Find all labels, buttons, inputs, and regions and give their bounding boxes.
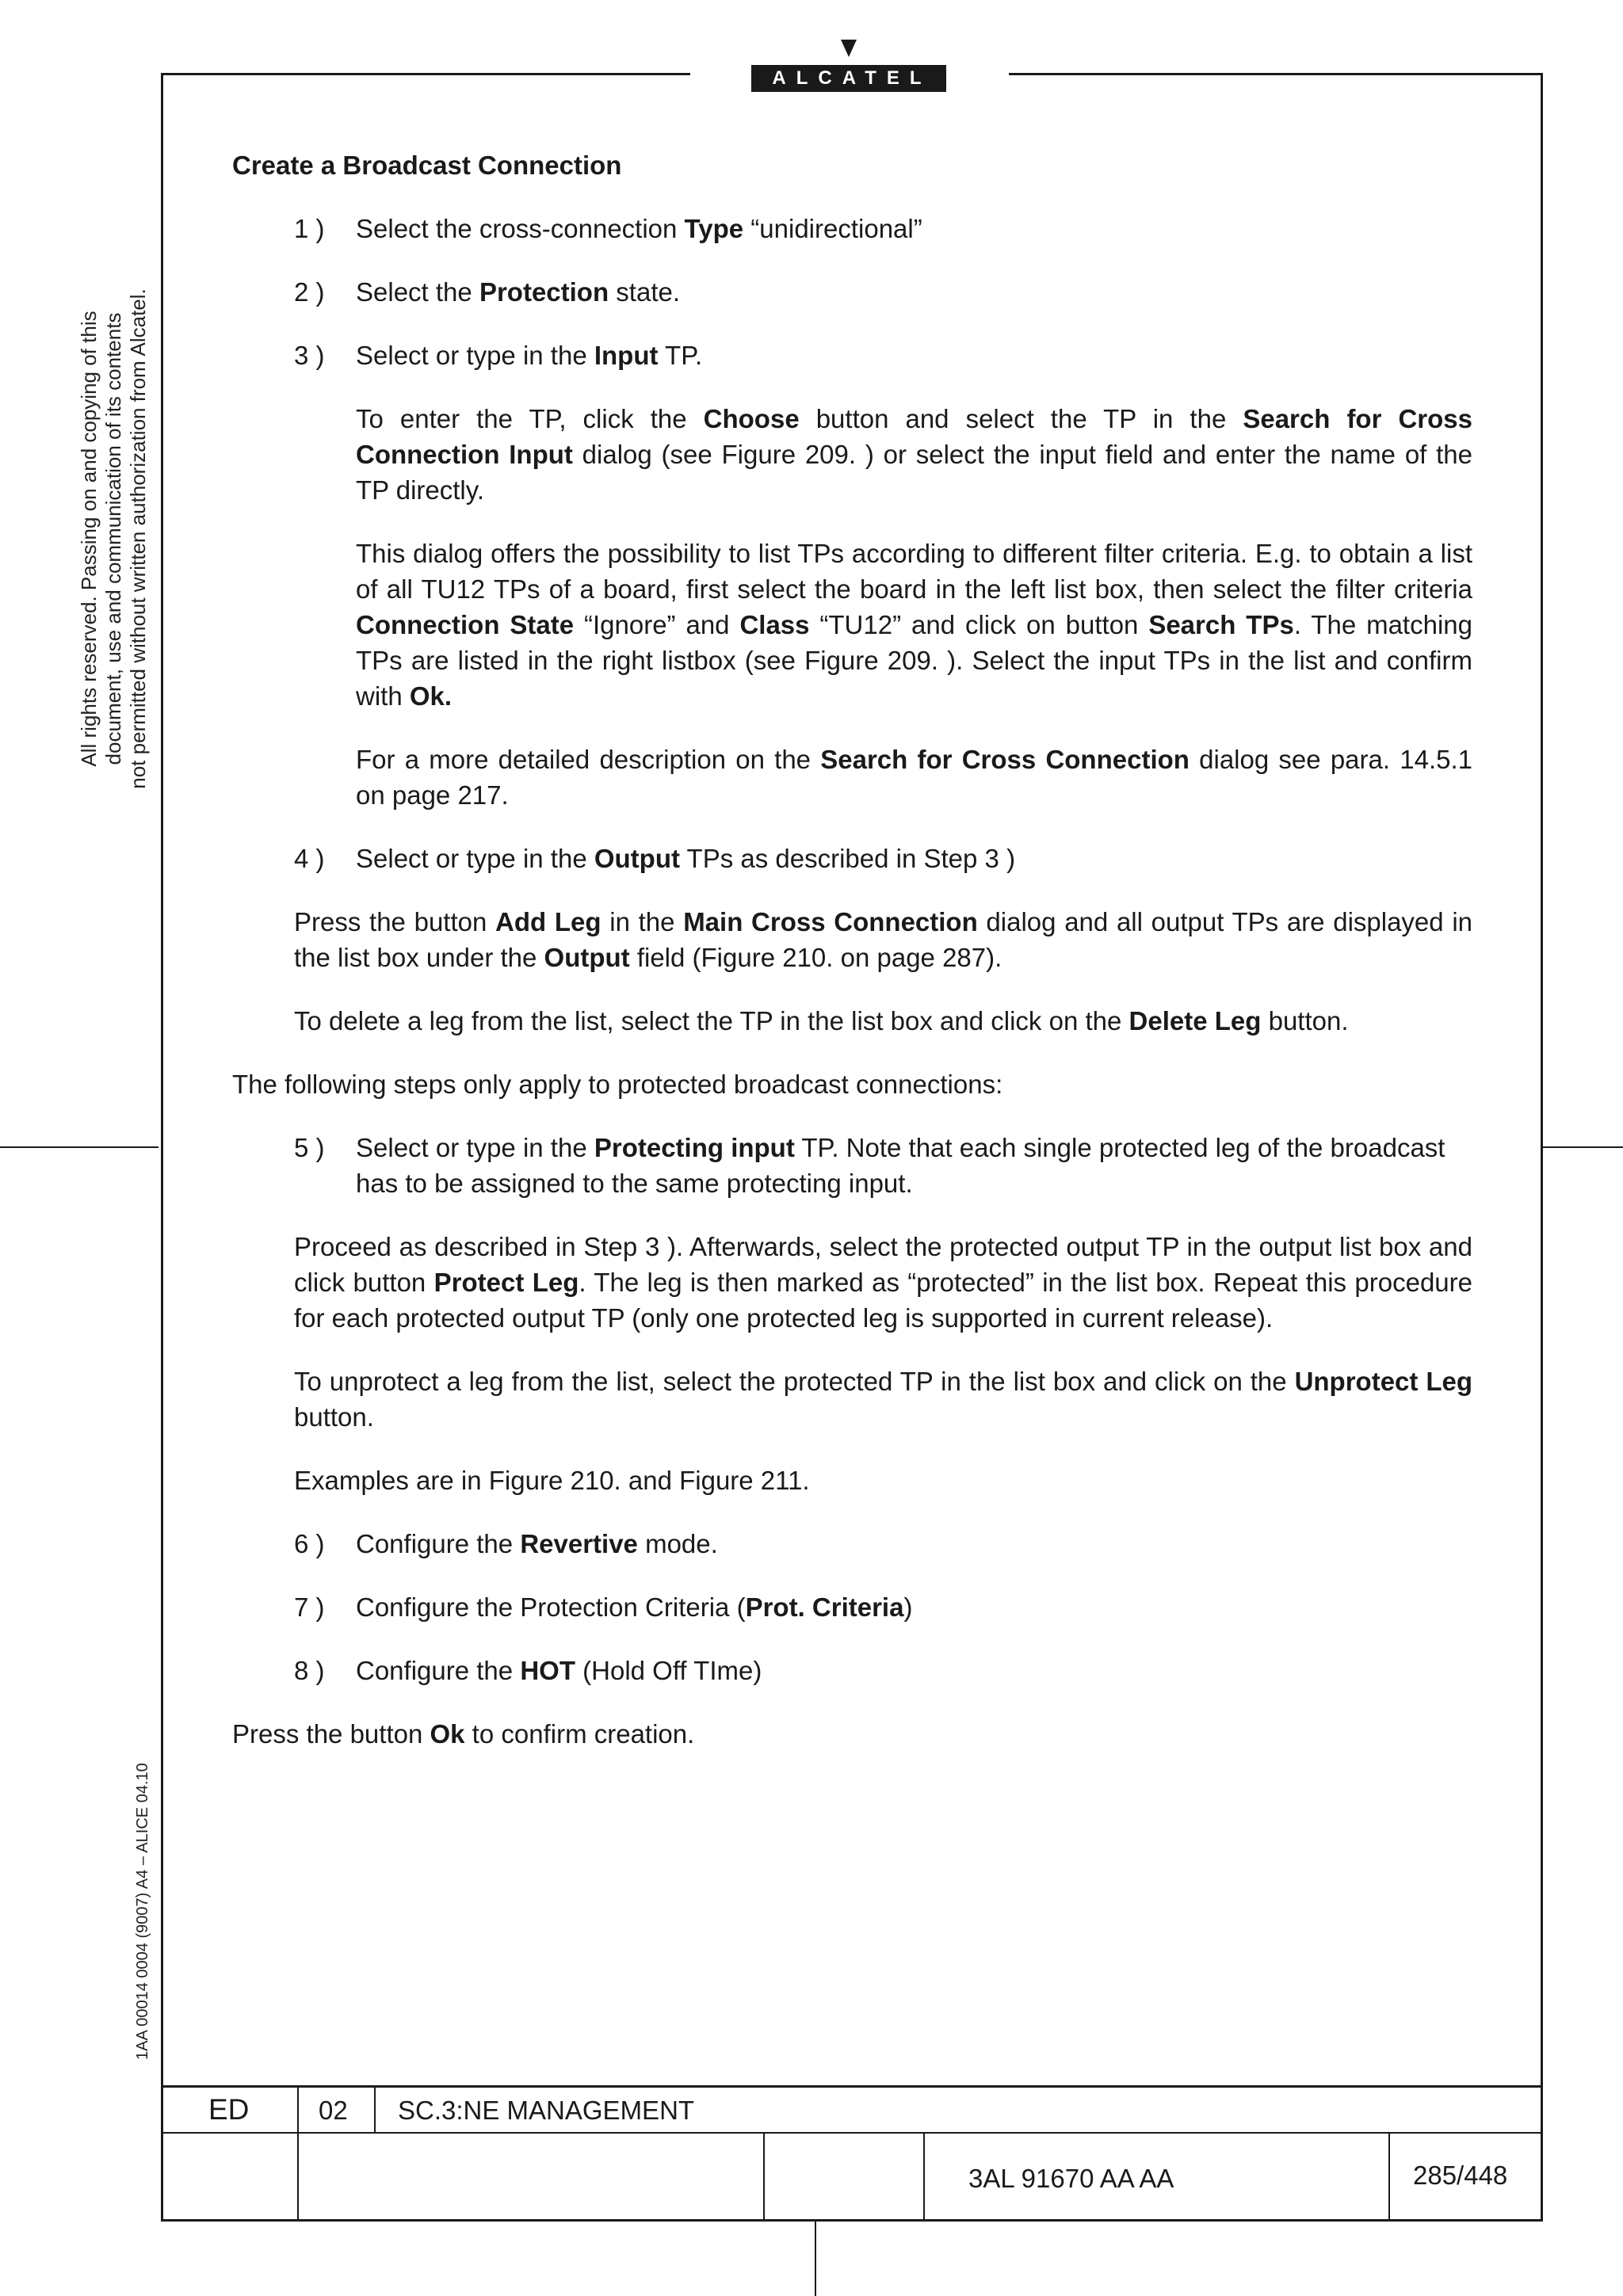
- unprotect-leg-paragraph: To unprotect a leg from the list, select the protected TP in the list box and click on the Unprotect Leg button.: [294, 1367, 1472, 1432]
- step-8: 8 ) Configure the HOT (Hold Off TIme): [232, 1653, 1472, 1688]
- alcatel-logo: [751, 40, 946, 95]
- footer-bottom-line: [161, 2219, 1543, 2222]
- step-number: 7 ): [294, 1592, 325, 1622]
- frame-top-right: [1009, 73, 1542, 75]
- footer-doc-code: 3AL 91670 AA AA: [968, 2164, 1174, 2193]
- step-6: 6 ) Configure the Revertive mode.: [232, 1526, 1472, 1562]
- final-instruction: Press the button Ok to confirm creation.: [232, 1719, 695, 1749]
- footer-divider: [923, 2132, 925, 2221]
- footer-divider: [374, 2085, 376, 2133]
- add-leg-paragraph: Press the button Add Leg in the Main Cross Connection dialog and all output TPs are displayed in the list box under the Output field (Figure 210. on page 287).: [294, 907, 1473, 972]
- footer-mid-line: [161, 2132, 1543, 2134]
- step-5: 5 ) Select or type in the Protecting input TP. Note that each single protected leg of the broadcast has to be assigned to the same protecting input.: [232, 1130, 1472, 1201]
- step-1: 1 ) Select the cross-connection Type “unidirectional”: [232, 211, 1472, 246]
- step-number: 6 ): [294, 1529, 325, 1558]
- rights-line: not permitted without written authorization from Alcatel.: [126, 288, 150, 789]
- step-number: 2 ): [294, 277, 325, 307]
- footer-divider: [763, 2132, 765, 2221]
- step-3-choose-paragraph: To enter the TP, click the Choose button and select the TP in the Search for Cross Connection Input dialog (see Figure 209. ) or select the input field and enter the name of the TP directly.: [356, 404, 1472, 505]
- footer-section: SC.3:NE MANAGEMENT: [398, 2096, 695, 2125]
- document-body: [232, 147, 1472, 1779]
- logo-text: ALCATEL: [751, 65, 946, 92]
- protected-intro: The following steps only apply to protected broadcast connections:: [232, 1070, 1003, 1099]
- rights-line: document, use and communication of its contents: [101, 312, 125, 765]
- step-number: 4 ): [294, 844, 325, 873]
- footer-ed-label: ED: [208, 2093, 250, 2126]
- examples-paragraph: Examples are in Figure 210. and Figure 211.: [294, 1466, 810, 1495]
- fold-mark-right: [1543, 1146, 1623, 1148]
- step-number: 5 ): [294, 1133, 325, 1162]
- footer-top-line: [161, 2085, 1543, 2088]
- step-2: 2 ) Select the Protection state.: [232, 274, 1472, 310]
- fold-mark-left: [0, 1146, 158, 1148]
- footer-divider: [297, 2085, 299, 2222]
- step-4: 4 ) Select or type in the Output TPs as described in Step 3 ): [232, 841, 1472, 876]
- step-number: 8 ): [294, 1656, 325, 1685]
- footer-ed-value: 02: [319, 2096, 348, 2125]
- step-3-reference-paragraph: For a more detailed description on the Search for Cross Connection dialog see para. 14.5.1 on page 217.: [356, 745, 1473, 810]
- step-7: 7 ) Configure the Protection Criteria (Prot. Criteria): [232, 1589, 1472, 1625]
- rights-notice: [77, 265, 151, 812]
- logo-triangle-icon: [841, 40, 857, 57]
- form-code: 1AA 00014 0004 (9007) A4 – ALICE 04.10: [134, 1763, 151, 2060]
- frame-top-left: [161, 73, 690, 75]
- step-number: 1 ): [294, 214, 325, 243]
- footer-center-tick: [815, 2222, 816, 2296]
- protect-leg-paragraph: Proceed as described in Step 3 ). Afterwards, select the protected output TP in the output list box and click button Protect Leg. The leg is then marked as “protected” in the list box. Repeat this procedure for each protected output TP (only one protected leg is supported in current release).: [294, 1232, 1473, 1333]
- delete-leg-paragraph: To delete a leg from the list, select the TP in the list box and click on the Delete Leg button.: [294, 1006, 1349, 1035]
- frame-left: [161, 73, 163, 2222]
- footer-divider: [1388, 2132, 1390, 2221]
- step-3-filter-paragraph: This dialog offers the possibility to list TPs according to different filter criteria. E.g. to obtain a list of all TU12 TPs of a board, first select the board in the left list box, then select the filter criteria Connection State “Ignore” and Class “TU12” and click on button Search TPs. The matching TPs are listed in the right listbox (see Figure 209. ). Select the input TPs in the list and confirm with Ok.: [356, 539, 1472, 711]
- section-heading: Create a Broadcast Connection: [232, 151, 622, 180]
- rights-line: All rights reserved. Passing on and copying of this: [77, 311, 101, 767]
- step-number: 3 ): [294, 341, 325, 370]
- footer-page-number: 285/448: [1413, 2161, 1508, 2190]
- step-3: 3 ) Select or type in the Input TP.: [232, 338, 1472, 373]
